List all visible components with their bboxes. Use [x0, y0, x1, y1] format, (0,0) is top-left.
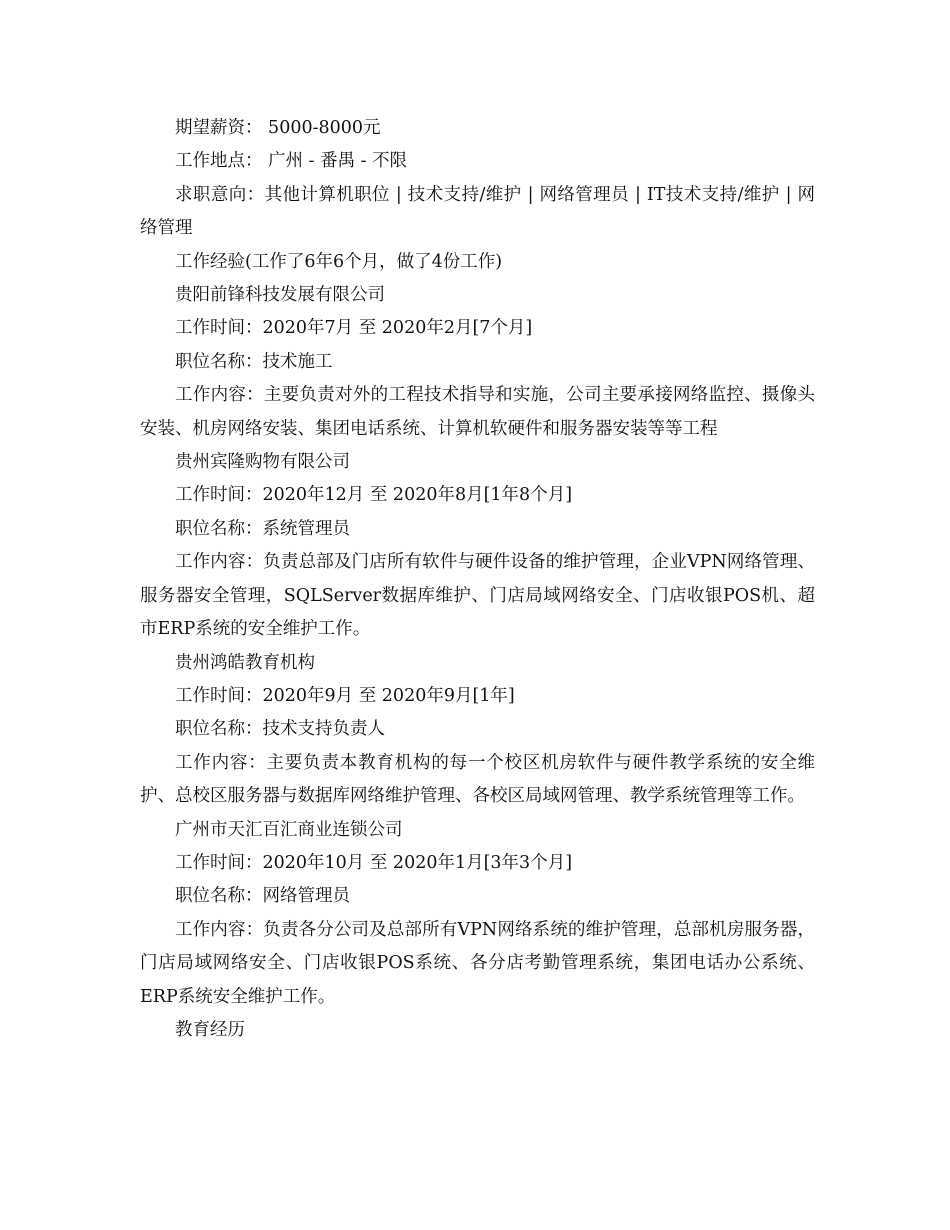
- company-name: 贵阳前锋科技发展有限公司: [175, 285, 385, 306]
- job-entry: [140, 446, 815, 646]
- job-entry: [140, 647, 815, 814]
- position-title: 职位名称：网络管理员: [175, 886, 350, 907]
- job-entry: [140, 814, 815, 1014]
- education-heading: 教育经历: [175, 1019, 245, 1040]
- position-title: 职位名称：技术支持负责人: [175, 719, 385, 740]
- job-description: 工作内容：主要负责本教育机构的每一个校区机房软件与硬件教学系统的安全维护、总校区服务器与数据库网络维护管理、各校区局域网管理、教学系统管理等工作。: [140, 752, 815, 807]
- job-intent: 求职意向：其他计算机职位 | 技术支持/维护 | 网络管理员 | IT技术支持/维护 | 网络管理: [140, 184, 815, 239]
- work-period: 工作时间：2020年10月 至 2020年1月[3年3个月]: [175, 852, 573, 873]
- company-name: 贵州宾隆购物有限公司: [175, 452, 350, 473]
- work-location: 工作地点： 广州 - 番禺 - 不限: [175, 151, 408, 172]
- resume-document: [140, 112, 815, 1047]
- position-title: 职位名称：技术施工: [175, 351, 333, 372]
- expected-salary: 期望薪资： 5000-8000元: [175, 118, 381, 138]
- job-description: 工作内容：主要负责对外的工程技术指导和实施，公司主要承接网络监控、摄像头安装、机房网络安装、集团电话系统、计算机软硬件和服务器安装等等工程: [140, 385, 815, 439]
- company-name: 贵州鸿皓教育机构: [175, 652, 315, 673]
- job-entry: [140, 279, 815, 446]
- job-description: 工作内容：负责总部及门店所有软件与硬件设备的维护管理，企业VPN网络管理、服务器安全管理，SQLServer数据库维护、门店局域网络安全、门店收银POS机、超市ERP系统的安全维护工作。: [140, 552, 815, 640]
- experience-heading: 工作经验(工作了6年6个月，做了4份工作): [175, 251, 503, 272]
- work-period: 工作时间：2020年9月 至 2020年9月[1年]: [175, 685, 515, 706]
- work-period: 工作时间：2020年12月 至 2020年8月[1年8个月]: [175, 485, 573, 506]
- position-title: 职位名称：系统管理员: [175, 518, 350, 539]
- company-name: 广州市天汇百汇商业连锁公司: [175, 819, 403, 840]
- job-description: 工作内容：负责各分公司及总部所有VPN网络系统的维护管理，总部机房服务器，门店局域网络安全、门店收银POS系统、各分店考勤管理系统，集团电话办公系统、ERP系统安全维护工作。: [140, 919, 815, 1007]
- work-period: 工作时间：2020年7月 至 2020年2月[7个月]: [175, 318, 533, 339]
